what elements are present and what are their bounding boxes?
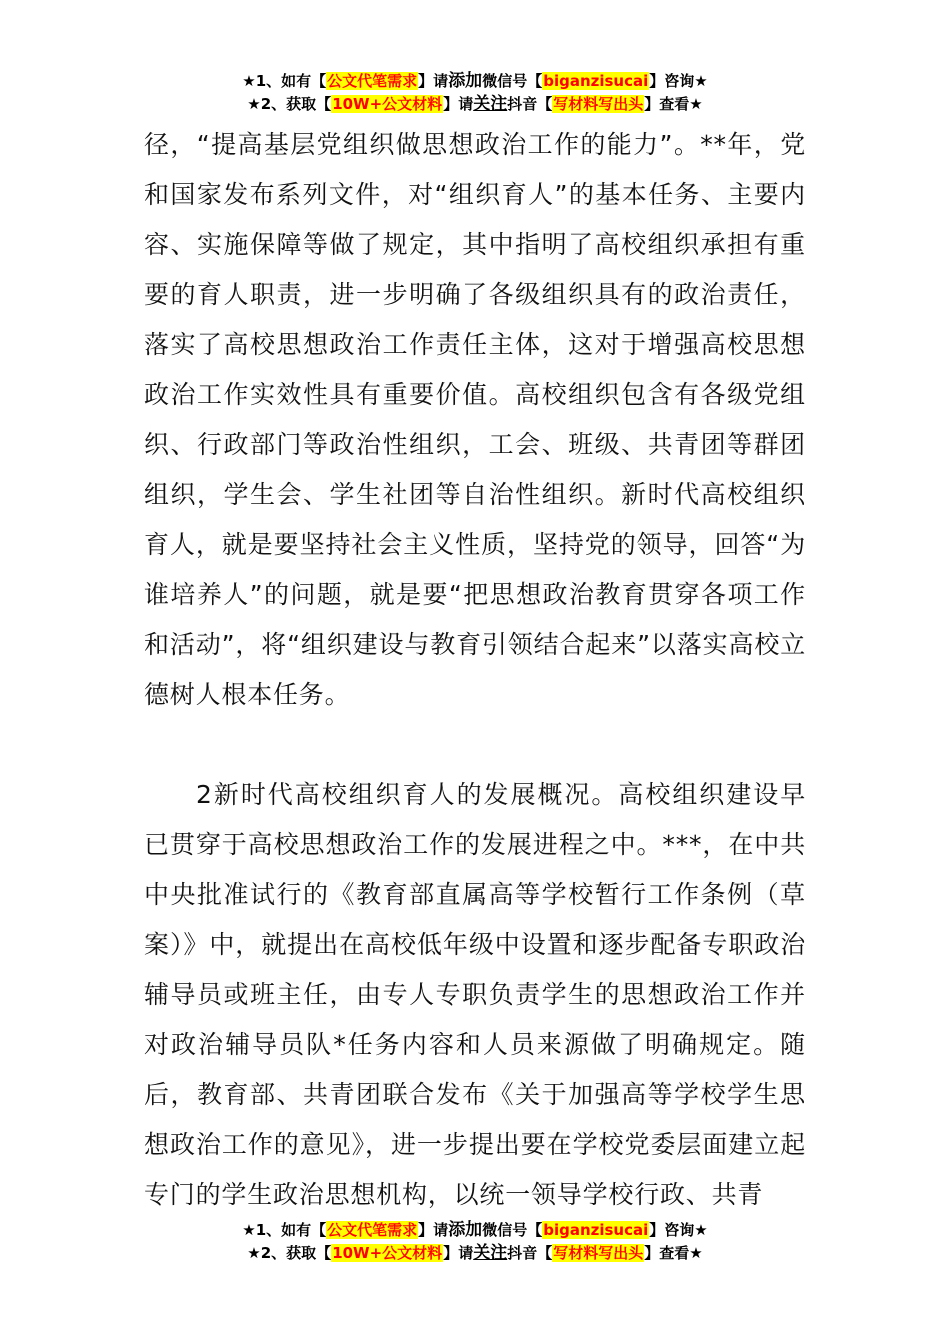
promo-text: ★1、如有【: [242, 72, 327, 90]
promo-text: 】查看★: [644, 95, 703, 113]
promo-highlight: biganzisucai: [543, 72, 649, 90]
promo-text: 抖音【: [507, 1244, 553, 1262]
body-paragraph: 2新时代高校组织育人的发展概况。高校组织建设早已贯穿于高校思想政治工作的发展进程之中。***，在中共中央批准试行的《教育部直属高等学校暂行工作条例（草案）》中，就提出在高校低年级中设置和逐步配备专职政治辅导员或班主任，由专人专职负责学生的思想政治工作并对政治辅导员队*任务内容和人员来源做了明确规定。随后，教育部、共青团联合发布《关于加强高等学校学生思想政治工作的意见》，进一步提出要在学校党委层面建立起专门的学生政治思想机构，以统一领导学校行政、共青: [144, 780, 806, 1209]
promo-text: ★2、获取【: [247, 95, 332, 113]
promo-highlight: biganzisucai: [543, 1221, 649, 1239]
promo-text: 】请: [443, 1244, 474, 1262]
promo-emphasis: 关注: [473, 94, 508, 114]
promo-line-1: [0, 1219, 950, 1242]
promo-text: 】咨询★: [649, 1221, 708, 1239]
promo-highlight: 公文代笔需求: [327, 72, 418, 90]
promo-text: 】请: [418, 72, 449, 90]
promo-emphasis: 关注: [473, 1243, 508, 1263]
promo-highlight: 写材料写出头: [553, 95, 644, 113]
promo-line-1: [0, 70, 950, 93]
promo-text: ★2、获取【: [247, 1244, 332, 1262]
promo-text: 】请: [418, 1221, 449, 1239]
promo-text: 微信号【: [482, 1221, 543, 1239]
promo-emphasis: 添加: [448, 71, 483, 91]
promo-text: 抖音【: [507, 95, 553, 113]
promo-text: ★1、如有【: [242, 1221, 327, 1239]
header-promo-banner: [0, 70, 950, 116]
promo-line-2: [0, 93, 950, 116]
promo-highlight: 10W+公文材料: [332, 95, 443, 113]
promo-text: 】查看★: [644, 1244, 703, 1262]
body-paragraph: 径，“提高基层党组织做思想政治工作的能力”。**年，党和国家发布系列文件，对“组织育人”的基本任务、主要内容、实施保障等做了规定，其中指明了高校组织承担有重要的育人职责，进一步明确了各级组织具有的政治责任，落实了高校思想政治工作责任主体，这对于增强高校思想政治工作实效性具有重要价值。高校组织包含有各级党组织、行政部门等政治性组织，工会、班级、共青团等群团组织，学生会、学生社团等自治性组织。新时代高校组织育人，就是要坚持社会主义性质，坚持党的领导，回答“为谁培养人”的问题，就是要“把思想政治教育贯穿各项工作和活动”，将“组织建设与教育引领结合起来”以落实高校立德树人根本任务。: [144, 130, 806, 709]
promo-text: 】咨询★: [649, 72, 708, 90]
promo-highlight: 写材料写出头: [553, 1244, 644, 1262]
promo-emphasis: 添加: [448, 1220, 483, 1240]
footer-promo-banner: [0, 1219, 950, 1265]
promo-highlight: 公文代笔需求: [327, 1221, 418, 1239]
promo-highlight: 10W+公文材料: [332, 1244, 443, 1262]
promo-line-2: [0, 1242, 950, 1265]
promo-text: 微信号【: [482, 72, 543, 90]
promo-text: 】请: [443, 95, 474, 113]
